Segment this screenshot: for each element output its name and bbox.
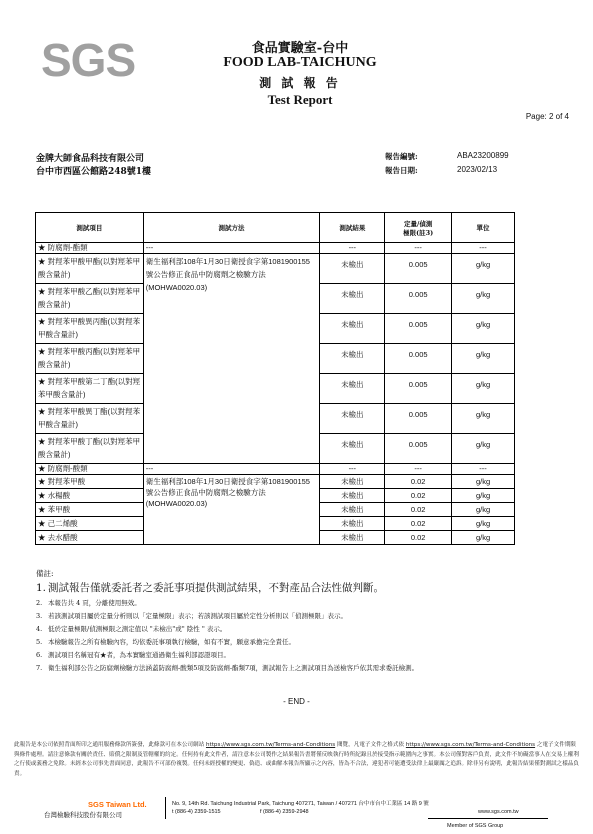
unit: g/kg [452,344,515,374]
group-unit: --- [452,243,515,254]
remark-item [36,651,556,660]
remarks-title: 備註: [36,569,54,578]
header-limit-line2: 極限(註3) [403,228,434,237]
unit: g/kg [452,489,515,503]
item-name: ★ 對羥苯甲酸異丙酯(以對羥苯甲酸含量計) [36,314,144,344]
disclaimer-text-1: 此報告是本公司依照背面所印之通用服務條款所簽發，此條款可在本公司網站 [14,742,206,748]
client-name: 金牌大師食品科技有限公司 [36,154,145,164]
report-title-en: Test Report [267,92,333,107]
limit: 0.005 [385,284,452,314]
limit: 0.02 [385,475,452,489]
unit: g/kg [452,503,515,517]
item-name: ★ 對羥苯甲酸丙酯(以對羥苯甲酸含量計) [36,344,144,374]
header-result: 測試結果 [320,213,385,243]
limit: 0.005 [385,254,452,284]
terms-link-1[interactable]: https://www.sgs.com.tw/Terms-and-Conditions [205,742,336,748]
remark-text: 測試項目名稱冠有★者，為本實驗室通過衛生福利部認證項目。 [48,651,230,659]
item-name: ★ 己二烯酸 [36,517,144,531]
remark-text: 低於定量極限/偵測極限之測定值以 "未檢出"或" 陰性 " 表示。 [48,625,227,633]
item-name: ★ 對羥苯甲酸甲酯(以對羥苯甲酸含量計) [36,254,144,284]
client-address: 台中市西區公館路248號1樓 [36,167,152,177]
item-name: ★ 水楊酸 [36,489,144,503]
lab-name-zh: 食品實驗室-台中 [251,41,349,56]
remark-item [36,664,556,673]
result: 未檢出 [320,254,385,284]
limit: 0.02 [385,531,452,545]
report-title-zh: 測 試 報 告 [259,76,341,90]
group-limit: --- [385,464,452,475]
remark-number: 3. [36,612,43,620]
unit: g/kg [452,434,515,464]
result: 未檢出 [320,517,385,531]
remark-text: 本檢驗報告之所有檢驗內容，均依委託事項執行檢驗，如有不實，願意承擔完全責任。 [48,638,295,646]
remark-number: 5. [36,638,43,646]
limit: 0.005 [385,314,452,344]
lab-name-en: FOOD LAB-TAICHUNG [223,55,377,70]
remark-item [36,612,556,621]
header-limit [385,213,452,243]
company-address: No. 9, 14th Rd. Taichung Industrial Park, Taichung 407271, Taiwan / 407271 台中市台中工業區 14 路 9 號 [172,801,429,807]
group-limit: --- [385,243,452,254]
unit: g/kg [452,314,515,344]
unit: g/kg [452,517,515,531]
unit: g/kg [452,284,515,314]
results-table [35,212,515,545]
unit: g/kg [452,531,515,545]
end-marker: - END - [283,697,310,706]
unit: g/kg [452,475,515,489]
terms-link-2[interactable]: https://www.sgs.com.tw/Terms-and-Conditions [405,742,536,748]
company-fax: f (886-4) 2359-2948 [260,809,309,815]
disclaimer-text-3: 之電子文件期限與條件處理。請注意條款有關於責任、賠償之限制及管轄權的約定。任何持有此文件者，請注意本公司製作之結果報告書將僅反映執行時所紀錄且於接受指示範圍內之事實。本公司僅對客戶負責，此文件不妨礙當事人在交易上權利之行使或義務之免除。未經本公司事先書面同意，此報告不可部份複製。任何未經授權的變更、偽造、或曲解本報告所顯示之內容，皆為不合法，違犯者可能遭受法律上最嚴厲之追訴。除非另有說明，此報告結果僅對測試之樣品負責。 [14,742,579,777]
item-name: ★ 去水醋酸 [36,531,144,545]
result: 未檢出 [320,503,385,517]
item-name: ★ 對羥苯甲酸 [36,475,144,489]
item-name: ★ 對羥苯甲酸異丁酯(以對羥苯甲酸含量計) [36,404,144,434]
test-method: 衛生福利部108年1月30日衛授食字第1081900155號公告修正食品中防腐劑之檢驗方法(MOHWA0020.03) [143,254,320,464]
header-limit-line1: 定量/偵測 [403,219,433,228]
remark-text: 衛生福利部公告之防腐劑檢驗方法涵蓋防腐劑-酸類5項及防腐劑-酯類7項，測試報告上之測試項目為送檢客戶依其需求委託檢測。 [48,664,419,672]
disclaimer-text-2: 閱覽，凡電子文件之格式依 [335,742,406,748]
unit: g/kg [452,254,515,284]
result: 未檢出 [320,489,385,503]
result: 未檢出 [320,404,385,434]
table-row [36,475,515,489]
report-no-label: 報告編號: [385,152,418,161]
limit: 0.005 [385,344,452,374]
table-row [36,254,515,284]
remark-number: 4. [36,625,43,633]
header-unit: 單位 [452,213,515,243]
remark-text: 若該測試項目屬於定量分析則以「定量極限」表示；若該測試項目屬於定性分析則以「偵測極限」表示。 [48,612,347,620]
limit: 0.005 [385,374,452,404]
company-phone: t (886-4) 2359-1515 [172,809,221,815]
item-name: ★ 對羥苯甲酸第二丁酯(以對羥苯甲酸含量計) [36,374,144,404]
group-name: ★ 防腐劑-酸類 [36,464,144,475]
limit: 0.005 [385,434,452,464]
unit: g/kg [452,374,515,404]
footer-divider [165,797,166,819]
logo-text: SGS [41,34,136,86]
header-item: 測試項目 [36,213,144,243]
header-method: 測試方法 [143,213,320,243]
remark-item [36,582,556,595]
sgs-logo [41,32,136,88]
company-name-zh: 台灣檢驗科技股份有限公司 [44,811,122,819]
remark-item [36,599,556,608]
remark-text: 測試報告僅就委託者之委託事項提供測試結果，不對產品合法性做判斷。 [48,582,384,594]
table-header-row [36,213,515,243]
remark-item [36,625,556,634]
remark-number: 2. [36,599,43,607]
report-date-label: 報告日期: [385,166,418,175]
limit: 0.005 [385,404,452,434]
page-number: Page: 2 of 4 [525,112,569,121]
limit: 0.02 [385,489,452,503]
test-method: 衛生福利部108年1月30日衛授食字第1081900155號公告修正食品中防腐劑之檢驗方法(MOHWA0020.03) [143,475,320,545]
limit: 0.02 [385,517,452,531]
group-name: ★ 防腐劑-酯類 [36,243,144,254]
group-method: --- [143,464,320,475]
group-result: --- [320,243,385,254]
result: 未檢出 [320,374,385,404]
group-method: --- [143,243,320,254]
remark-number: 7. [36,664,43,672]
limit: 0.02 [385,503,452,517]
remark-text: 本報告共 4 頁，分離使用無效。 [48,599,141,607]
result: 未檢出 [320,284,385,314]
footer-rule [428,818,548,819]
item-name: ★ 苯甲酸 [36,503,144,517]
unit: g/kg [452,404,515,434]
item-name: ★ 對羥苯甲酸丁酯(以對羥苯甲酸含量計) [36,434,144,464]
remark-item [36,638,556,647]
group-unit: --- [452,464,515,475]
member-of-sgs: Member of SGS Group [447,823,504,829]
remarks-section [36,568,556,677]
report-date-value: 2023/02/13 [457,165,498,174]
legal-disclaimer [14,741,580,779]
company-website[interactable]: www.sgs.com.tw [478,809,519,815]
report-no-value: ABA23200899 [457,151,509,160]
group-result: --- [320,464,385,475]
result: 未檢出 [320,531,385,545]
remark-number: 1. [36,582,47,594]
result: 未檢出 [320,344,385,374]
group-row-acids [36,464,515,475]
result: 未檢出 [320,314,385,344]
result: 未檢出 [320,475,385,489]
remark-number: 6. [36,651,43,659]
item-name: ★ 對羥苯甲酸乙酯(以對羥苯甲酸含量計) [36,284,144,314]
group-row-esters [36,243,515,254]
result: 未檢出 [320,434,385,464]
company-name-en: SGS Taiwan Ltd. [88,800,147,809]
